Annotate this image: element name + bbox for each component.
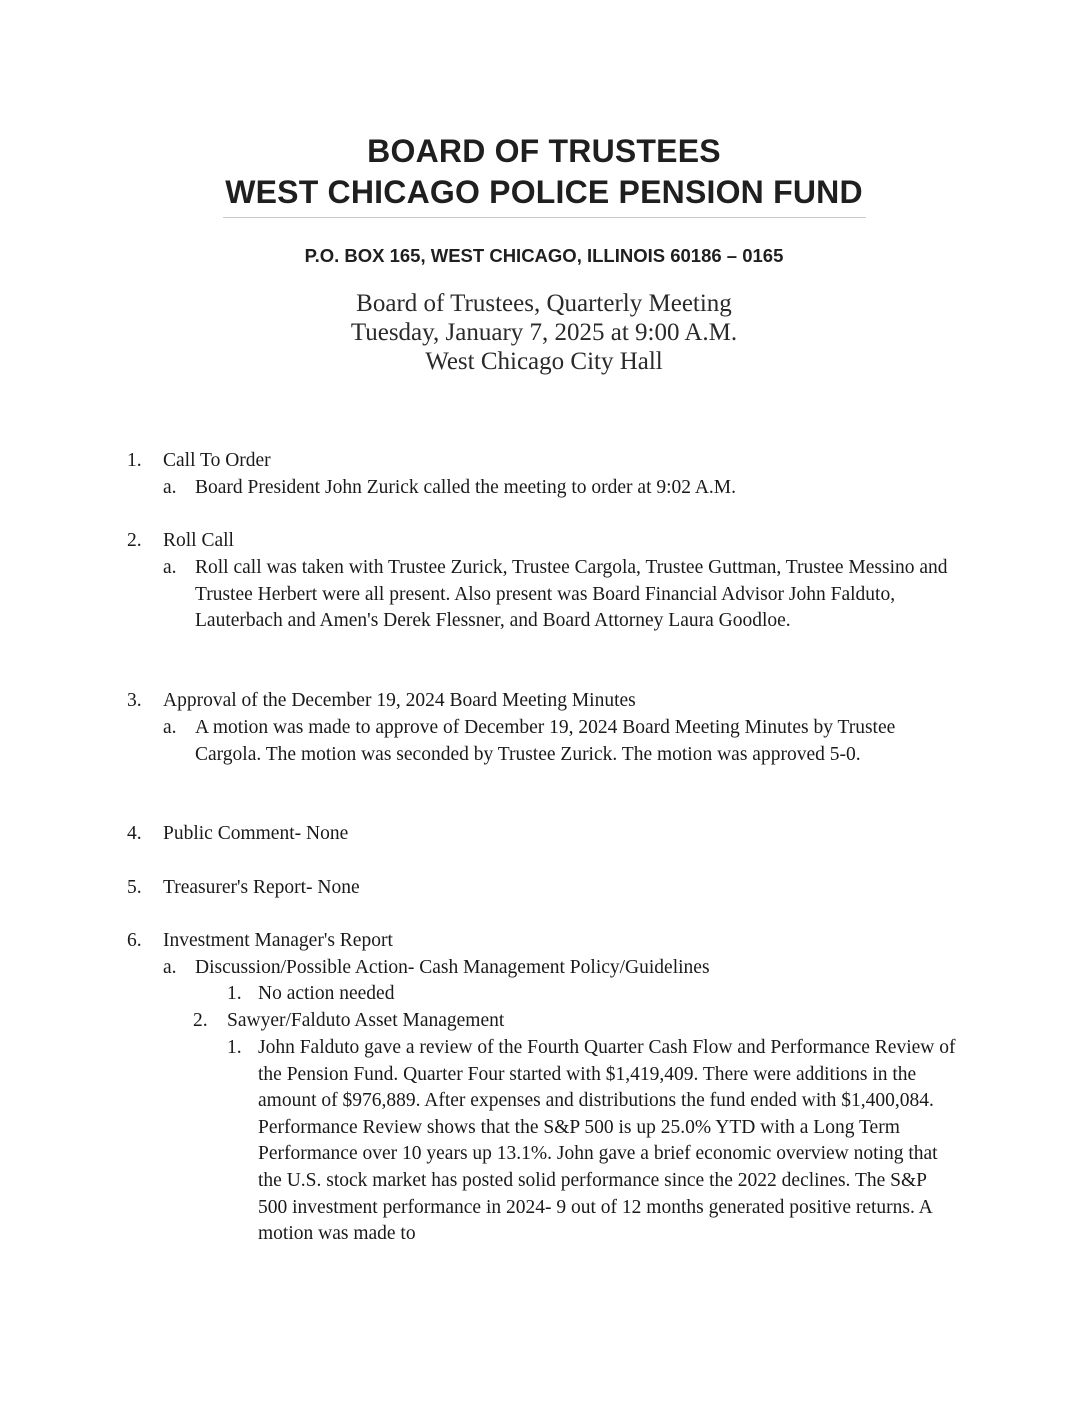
sub-item-text: A motion was made to approve of December 19, 2024 Board Meeting Minutes by Trustee Cargola. The motion was seconded by Trustee Zurick. The motion was approved 5-0. — [195, 717, 896, 765]
item-title: Treasurer's Report- None — [163, 877, 360, 898]
item-title: Approval of the December 19, 2024 Board Meeting Minutes — [163, 690, 636, 711]
board-title: BOARD OF TRUSTEES — [367, 133, 721, 169]
sub-item-text: Sawyer/Falduto Asset Management — [227, 1010, 505, 1031]
sub-sub-item-text: No action needed — [258, 983, 395, 1004]
sub-item-text: Board President John Zurick called the meeting to order at 9:02 A.M. — [195, 477, 737, 498]
sub-item-text: Discussion/Possible Action- Cash Management Policy/Guidelines — [195, 957, 710, 978]
item-title: Roll Call — [163, 530, 234, 551]
sub-item-marker: a. — [163, 717, 177, 738]
sub-sub-item-marker: 1. — [227, 983, 242, 1004]
meeting-type: Board of Trustees, Quarterly Meeting — [356, 290, 732, 317]
item-number: 2. — [127, 530, 142, 551]
sub-item-marker: 2. — [193, 1010, 208, 1031]
sub-item-marker: a. — [163, 957, 177, 978]
mailing-address: P.O. BOX 165, WEST CHICAGO, ILLINOIS 60186 – 0165 — [304, 245, 784, 266]
item-title: Investment Manager's Report — [163, 930, 393, 951]
fund-title: WEST CHICAGO POLICE PENSION FUND — [225, 174, 863, 210]
sub-sub-item-text: John Falduto gave a review of the Fourth Quarter Cash Flow and Performance Review of the Pension Fund. Quarter Four started with $1,419,409. There were additions in the amount of $976,889. After expenses and distributions the fund ended with $1,400,084. Performance Review shows that the S&P 500 is up 25.0% YTD with a Long Term Performance over 10 years up 13.1%. John gave a brief economic overview noting that the U.S. stock market has posted solid performance since the 2022 declines. The S&P 500 investment performance in 2024- 9 out of 12 months generated positive returns. A motion was made to — [258, 1037, 956, 1245]
sub-item-marker: a. — [163, 557, 177, 578]
sub-sub-item-marker: 1. — [227, 1037, 242, 1058]
item-title: Call To Order — [163, 450, 271, 471]
meeting-datetime: Tuesday, January 7, 2025 at 9:00 A.M. — [350, 319, 738, 346]
meeting-location: West Chicago City Hall — [425, 348, 663, 375]
item-title: Public Comment- None — [163, 823, 349, 844]
item-number: 3. — [127, 690, 142, 711]
item-number: 1. — [127, 450, 142, 471]
header-divider — [223, 217, 866, 218]
item-number: 6. — [127, 930, 142, 951]
sub-item-text: Roll call was taken with Trustee Zurick, Trustee Cargola, Trustee Guttman, Trustee Messino and Trustee Herbert were all present. Also present was Board Financial Advisor John Falduto, Lauterbach and Amen's Derek Flessner, and Board Attorney Laura Goodloe. — [195, 557, 948, 632]
item-number: 4. — [127, 823, 142, 844]
sub-item-marker: a. — [163, 477, 177, 498]
item-number: 5. — [127, 877, 142, 898]
